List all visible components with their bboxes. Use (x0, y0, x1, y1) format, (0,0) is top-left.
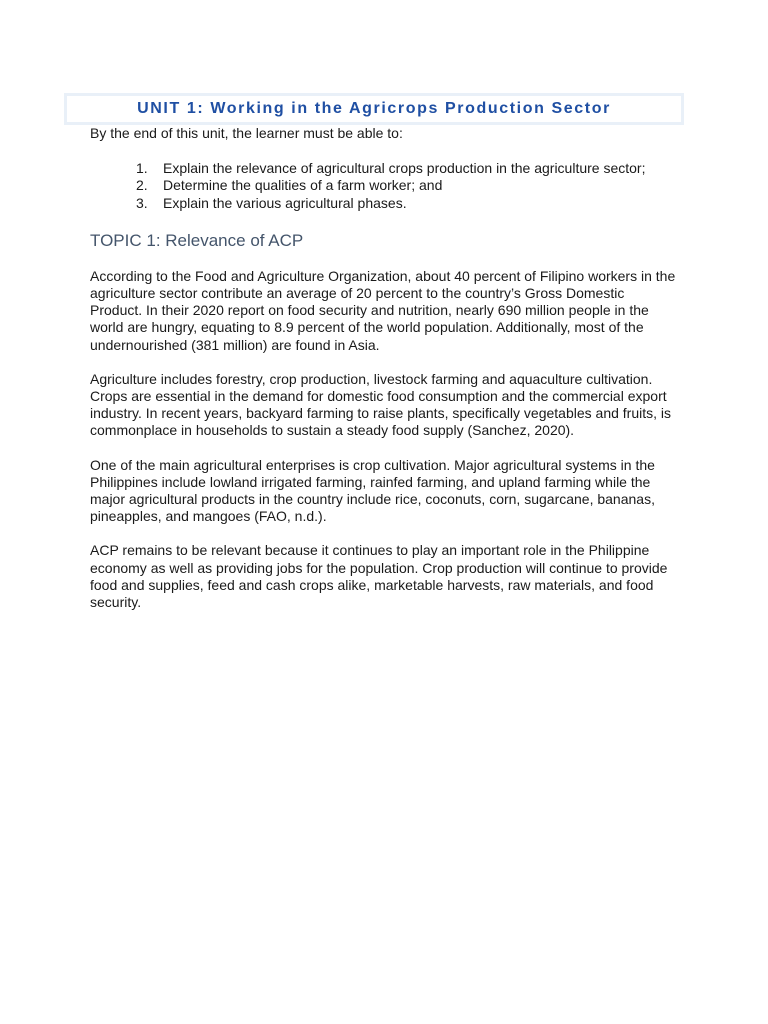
paragraph-fao-statistics: According to the Food and Agriculture Organization, about 40 percent of Filipino workers in the agriculture sector contribute an average of 20 percent to the country’s Gross Domestic Product. In their 2020 report on food security and nutrition, nearly 690 million people in the world are hungry, equating to 8.9 percent of the world population. Additionally, most of the undernourished (381 million) are found in Asia. (90, 267, 676, 353)
unit-title-box (67, 96, 681, 122)
objective-text: Explain the various agricultural phases. (163, 194, 407, 211)
objective-number: 1. (136, 160, 148, 177)
objective-text: Explain the relevance of agricultural crops production in the agriculture sector; (163, 160, 646, 177)
objective-number: 3. (136, 194, 148, 211)
document-body (90, 125, 680, 611)
objective-number: 2. (136, 177, 148, 194)
topic-heading: TOPIC 1: Relevance of ACP (90, 230, 304, 250)
objective-item (90, 177, 680, 194)
objective-text: Determine the qualities of a farm worker; and (163, 177, 443, 194)
paragraph-acp-relevance: ACP remains to be relevant because it continues to play an important role in the Philippine economy as well as providing jobs for the population. Crop production will continue to provide food and supplies, feed and cash crops alike, marketable harvests, raw materials, and food security. (90, 542, 668, 611)
objective-item (90, 195, 680, 212)
unit-title-banner (64, 93, 684, 125)
learning-objectives-list (90, 160, 680, 212)
objective-item (90, 160, 680, 177)
unit-title: UNIT 1: Working in the Agricrops Production Sector (137, 100, 611, 117)
paragraph-agriculture-scope: Agriculture includes forestry, crop production, livestock farming and aquaculture cultivation. Crops are essential in the demand for domestic food consumption and the commercial export industry. In recent years, backyard farming to raise plants, specifically vegetables and fruits, is commonplace in households to sustain a steady food supply (Sanchez, 2020). (90, 370, 672, 439)
intro-text: By the end of this unit, the learner must be able to: (90, 125, 403, 141)
paragraph-crop-cultivation: One of the main agricultural enterprises is crop cultivation. Major agricultural systems in the Philippines include lowland irrigated farming, rainfed farming, and upland farming while the major agricultural products in the country include rice, coconuts, corn, sugarcane, bananas, pineapples, and mangoes (FAO, n.d.). (90, 456, 655, 525)
